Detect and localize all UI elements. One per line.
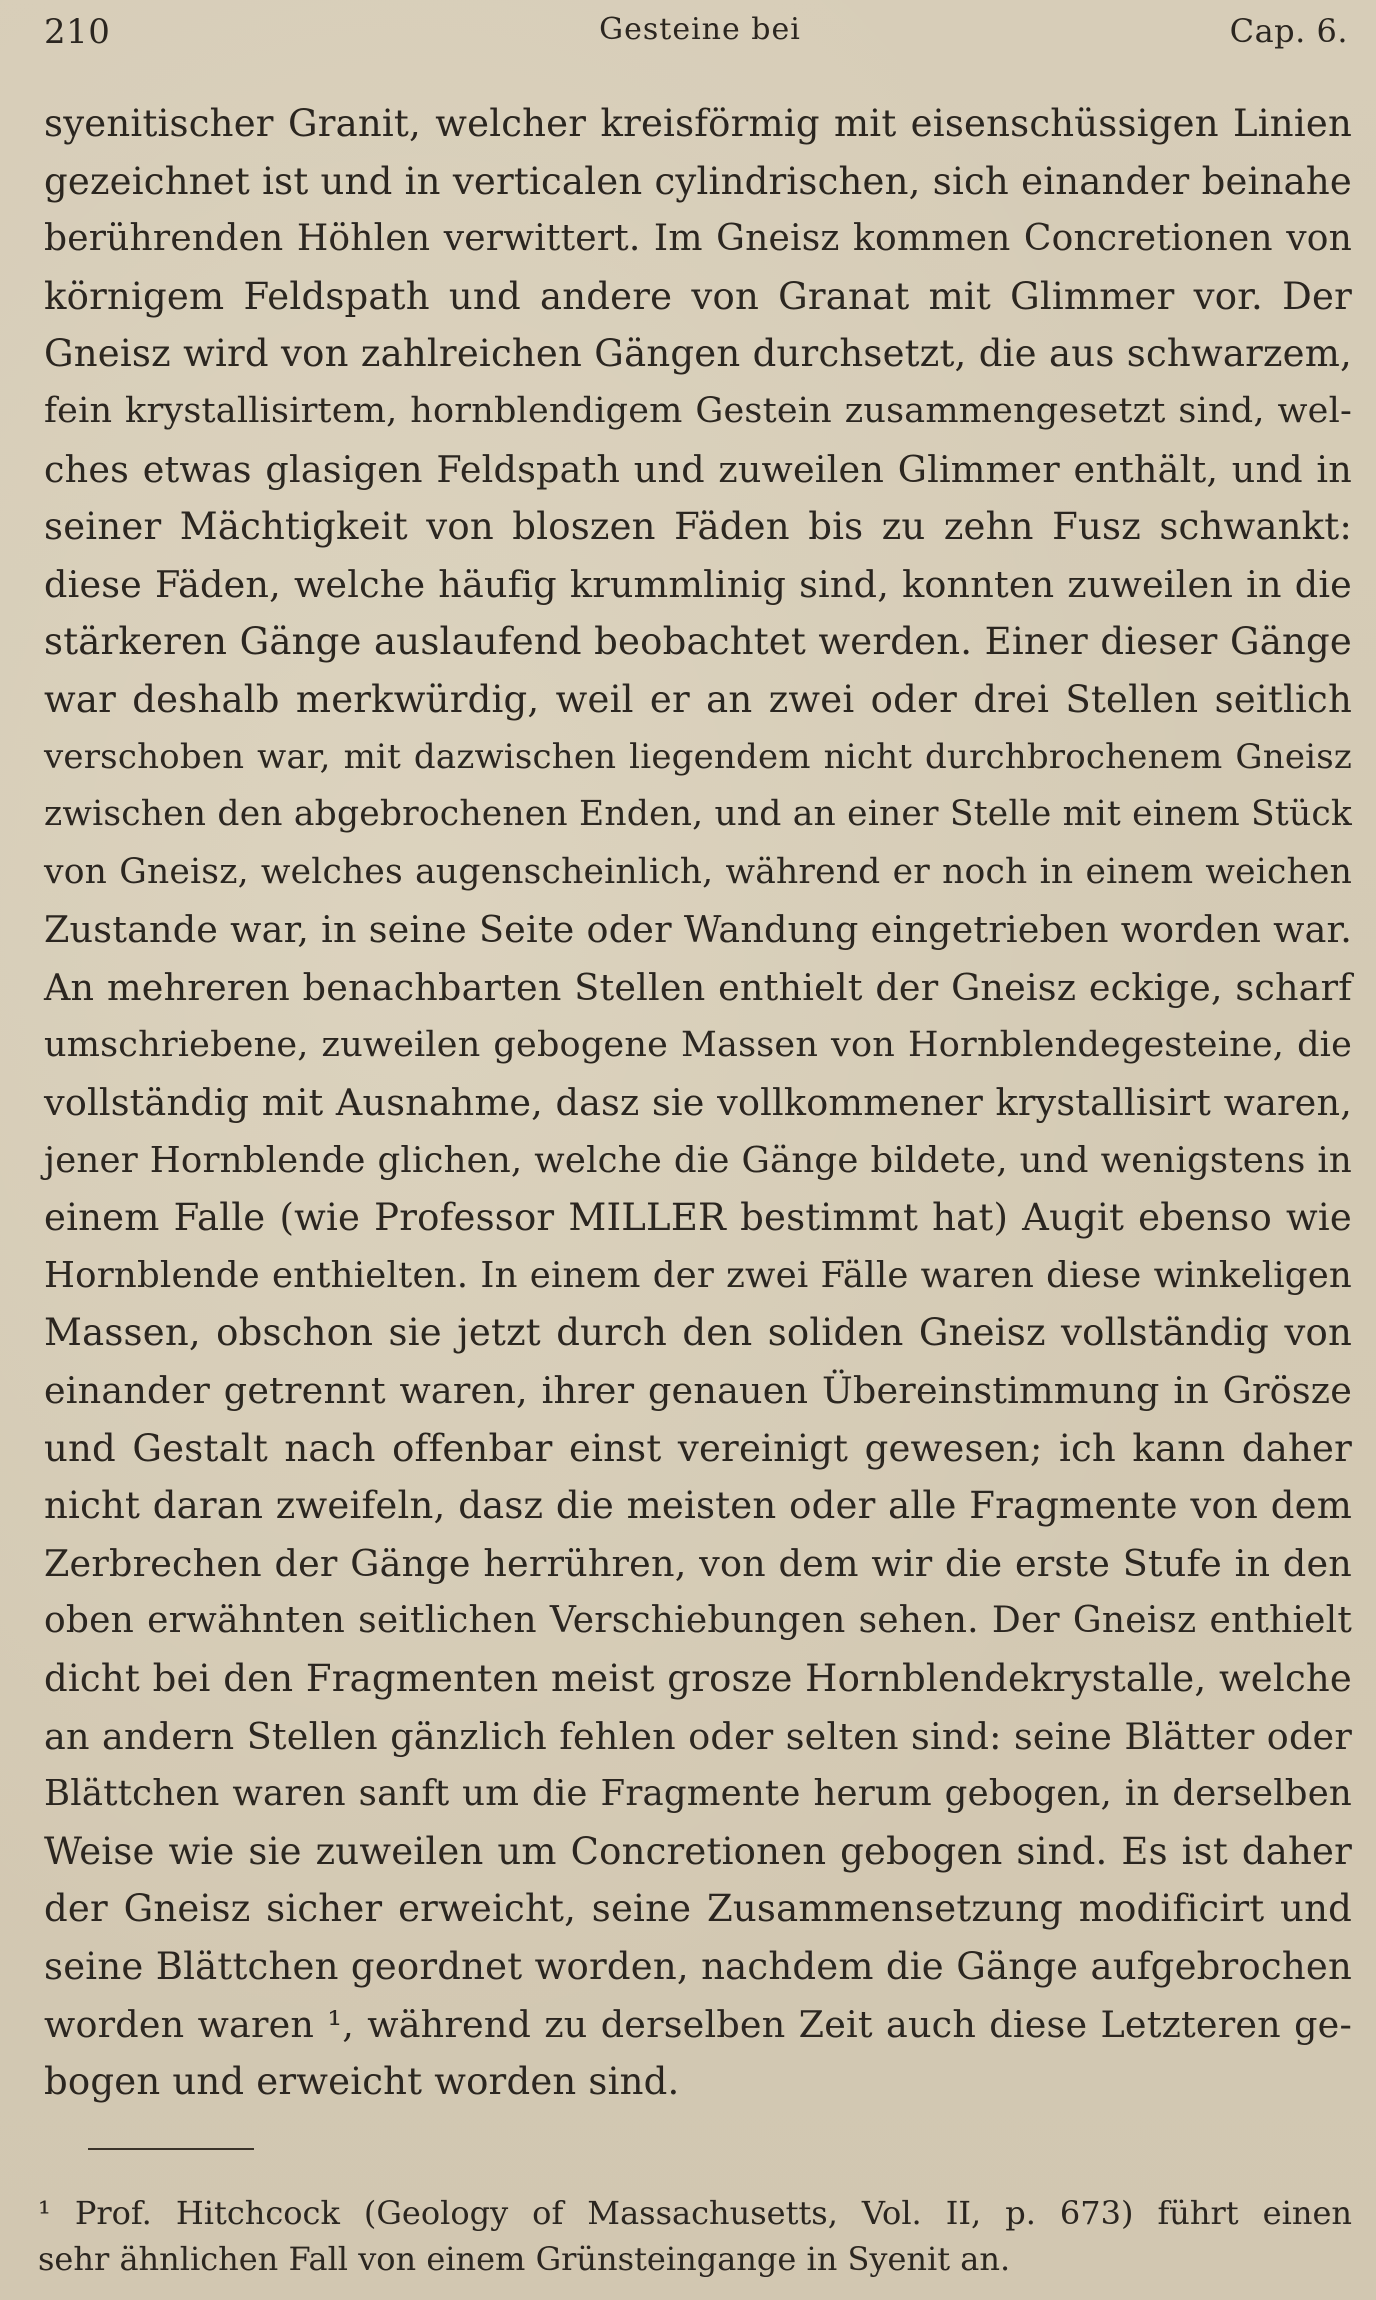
text-line: Weise wie sie zuweilen um Concretionen gebogen sind. Es ist daher bbox=[44, 1829, 1352, 1873]
text-line: verschoben war, mit dazwischen liegendem nicht durchbrochenem Gneisz bbox=[44, 736, 1352, 777]
text-line: syenitischer Granit, welcher kreisförmig mit eisenschüssigen Linien bbox=[44, 102, 1352, 145]
text-line: dicht bei den Fragmenten meist grosze Hornblendekrystalle, welche bbox=[44, 1657, 1352, 1701]
body-text bbox=[44, 95, 1352, 2111]
text-line: Zustande war, in seine Seite oder Wandung eingetrieben worden war. bbox=[44, 908, 1352, 952]
text-line: an andern Stellen gänzlich fehlen oder selten sind: seine Blätter oder bbox=[44, 1714, 1352, 1758]
text-line: körnigem Feldspath und andere von Granat mit Glimmer vor. Der bbox=[44, 274, 1352, 318]
text-line: fein krystallisirtem, hornblendigem Gestein zusammengesetzt sind, wel- bbox=[44, 390, 1352, 431]
text-line: Zerbrechen der Gänge herrühren, von dem wir die erste Stufe in den bbox=[44, 1541, 1352, 1585]
text-line: bogen und erweicht worden sind. bbox=[44, 2060, 680, 2104]
page-header bbox=[44, 8, 1356, 62]
text-line: einander getrennt waren, ihrer genauen Übereinstimmung in Grösze bbox=[44, 1369, 1352, 1413]
text-line: Gneisz wird von zahlreichen Gängen durchsetzt, die aus schwarzem, bbox=[44, 332, 1352, 376]
text-line: gezeichnet ist und in verticalen cylindrischen, sich einander beinahe bbox=[44, 159, 1352, 203]
footnote bbox=[38, 2190, 1352, 2282]
text-line: nicht daran zweifeln, dasz die meisten oder alle Fragmente von dem bbox=[44, 1484, 1352, 1528]
text-line: von Gneisz, welches augenscheinlich, während er noch in einem weichen bbox=[44, 851, 1352, 892]
text-line: An mehreren benachbarten Stellen enthielt der Gneisz eckige, scharf bbox=[44, 965, 1352, 1009]
text-line: zwischen den abgebrochenen Enden, und an einer Stelle mit einem Stück bbox=[44, 794, 1352, 835]
text-line: berührenden Höhlen verwittert. Im Gneisz kommen Concretionen von bbox=[44, 218, 1352, 260]
page-number: 210 bbox=[44, 12, 111, 52]
text-line: Blättchen waren sanft um die Fragmente herum gebogen, in derselben bbox=[44, 1773, 1352, 1815]
text-line: ches etwas glasigen Feldspath und zuweilen Glimmer enthält, und in bbox=[44, 447, 1352, 491]
footnote-line: sehr ähnlichen Fall von einem Grünsteingange in Syenit an. bbox=[38, 2240, 1011, 2278]
running-title: Gesteine bei bbox=[599, 12, 801, 47]
text-line: worden waren ¹, während zu derselben Zeit auch diese Letzteren ge- bbox=[44, 2002, 1352, 2046]
text-line: und Gestalt nach offenbar einst vereinigt gewesen; ich kann daher bbox=[44, 1426, 1352, 1470]
text-line: der Gneisz sicher erweicht, seine Zusammensetzung modificirt und bbox=[44, 1887, 1352, 1931]
text-line: vollständig mit Ausnahme, dasz sie vollkommener krystallisirt waren, bbox=[44, 1081, 1352, 1125]
text-line: stärkeren Gänge auslaufend beobachtet werden. Einer dieser Gänge bbox=[44, 620, 1352, 664]
text-line: diese Fäden, welche häufig krummlinig sind, konnten zuweilen in die bbox=[44, 562, 1352, 606]
text-line: war deshalb merkwürdig, weil er an zwei oder drei Stellen seitlich bbox=[44, 677, 1352, 721]
text-line: seiner Mächtigkeit von bloszen Fäden bis zu zehn Fusz schwankt: bbox=[44, 505, 1352, 549]
text-line: jener Hornblende glichen, welche die Gänge bildete, und wenigstens in bbox=[44, 1139, 1352, 1181]
text-line: einem Falle (wie Professor MILLER bestimmt hat) Augit ebenso wie bbox=[44, 1196, 1352, 1240]
footnote-line: ¹ Prof. Hitchcock (Geology of Massachusetts, Vol. II, p. 673) führt einen bbox=[38, 2194, 1352, 2232]
text-line: umschriebene, zuweilen gebogene Massen von Hornblendegesteine, die bbox=[44, 1024, 1352, 1065]
text-line: seine Blättchen geordnet worden, nachdem die Gänge aufgebrochen bbox=[44, 1945, 1352, 1988]
chapter-label: Cap. 6. bbox=[1229, 12, 1348, 50]
text-line: Hornblende enthielten. In einem der zwei Fälle waren diese winkeligen bbox=[44, 1254, 1352, 1296]
text-line: Massen, obschon sie jetzt durch den soliden Gneisz vollständig von bbox=[44, 1311, 1352, 1355]
footnote-divider bbox=[88, 2148, 254, 2150]
text-line: oben erwähnten seitlichen Verschiebungen sehen. Der Gneisz enthielt bbox=[44, 1600, 1352, 1642]
